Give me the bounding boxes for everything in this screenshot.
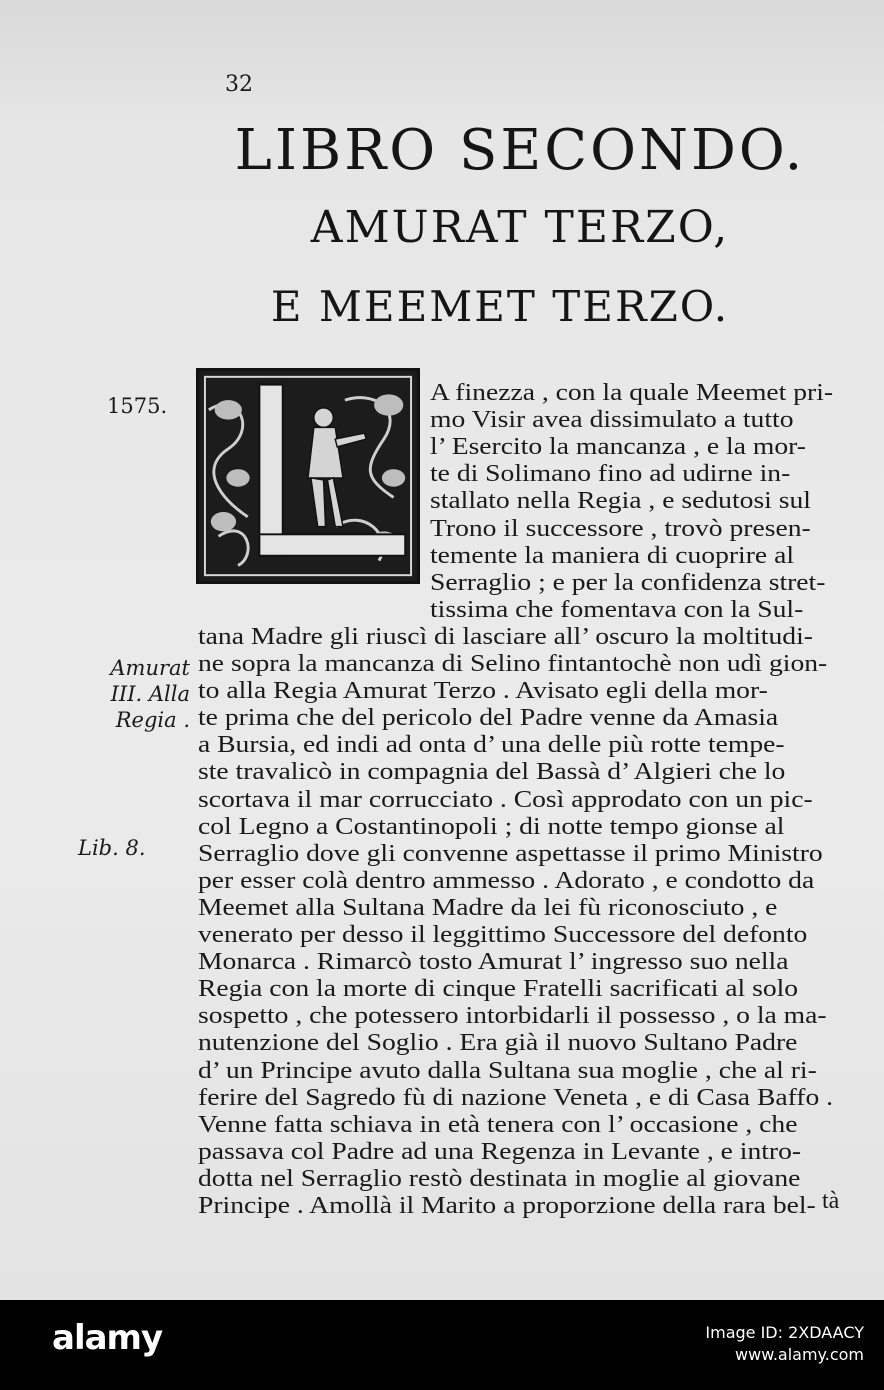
body-line: te prima che del pericolo del Padre venne da Amasia [198, 705, 779, 732]
title-amurat-terzo: AMURAT TERZO, [310, 202, 730, 253]
body-line: venerato per desso il leggittimo Successore del defonto [198, 922, 808, 948]
body-line: Meemet alla Sultana Madre da lei fù riconosciuto , e [198, 894, 778, 921]
body-line: tana Madre gli riuscì di lasciare all’ oscuro la moltitudi- [198, 623, 813, 650]
body-line: sospetto , che potessero intorbidarli il possesso , o la ma- [198, 1003, 827, 1030]
body-line: mo Visir avea dissimulato a tutto [430, 407, 794, 434]
body-line: l’ Esercito la mancanza , e la mor- [430, 434, 806, 461]
decorated-initial-l-woodcut [196, 368, 420, 584]
margin-note-line: Regia . [115, 708, 190, 732]
footer-image-info [705, 1322, 864, 1366]
margin-note-line: Amurat [110, 656, 190, 680]
body-line: ste travalicò in compagnia del Bassà d’ Algieri che lo [198, 759, 786, 786]
catchword: tà [822, 1188, 840, 1214]
body-line: to alla Regia Amurat Terzo . Avisato egli della mor- [198, 678, 768, 705]
body-line: dotta nel Serraglio restò destinata in moglie al giovane [198, 1165, 801, 1192]
body-line: Regia con la morte di cinque Fratelli sacrificati al solo [198, 976, 799, 1003]
image-id: Image ID: 2XDAACY [705, 1323, 864, 1342]
body-line: Monarca . Rimarcò tosto Amurat l’ ingresso suo nella [198, 949, 789, 976]
body-line: Serraglio ; e per la confidenza stret- [430, 569, 826, 596]
body-line: Principe . Amollà il Marito a proporzione della rara bel- [198, 1193, 816, 1219]
site-url: www.alamy.com [735, 1345, 864, 1364]
body-line: d’ un Principe avuto dalla Sultana sua moglie , che al ri- [198, 1057, 817, 1084]
body-line: nutenzione del Soglio . Era già il nuovo Sultano Padre [198, 1030, 798, 1057]
body-line: scortava il mar corrucciato . Così approdato con un pic- [198, 786, 813, 813]
body-line: tissima che fomentava con la Sul- [430, 596, 804, 623]
margin-year: 1575. [107, 394, 168, 418]
body-line: a Bursia, ed indi ad onta d’ una delle più rotte tempe- [198, 732, 785, 759]
margin-note-amurat [78, 655, 190, 733]
body-line: col Legno a Costantinopoli ; di notte tempo gionse al [198, 813, 785, 840]
body-line: Trono il successore , trovò presen- [430, 515, 811, 542]
body-line: stallato nella Regia , e sedutosi sul [430, 488, 811, 515]
body-line: per esser colà dentro ammesso . Adorato , e condotto da [198, 867, 815, 894]
body-line: Venne fatta schiava in età tenera con l’ occasione , che [198, 1111, 798, 1138]
title-libro-secondo: LIBRO SECONDO. [234, 118, 806, 183]
body-line: A finezza , con la quale Meemet pri- [430, 380, 834, 406]
body-line: te di Solimano fino ad udirne in- [430, 461, 791, 488]
body-line: ne sopra la mancanza di Selino fintantochè non udì gion- [198, 651, 828, 677]
body-line: Serraglio dove gli convenne aspettasse il primo Ministro [198, 840, 823, 867]
margin-note-lib: Lib. 8. [78, 836, 146, 860]
alamy-logo: alamy [52, 1318, 163, 1358]
page-number: 32 [225, 72, 253, 97]
margin-note-line: III. Alla [110, 682, 190, 706]
body-line: ferire del Sagredo fù di nazione Veneta , e di Casa Baffo . [198, 1084, 834, 1111]
title-meemet-terzo: E MEEMET TERZO. [270, 282, 730, 331]
body-line: temente la maniera di cuoprire al [430, 542, 794, 569]
body-line: passava col Padre ad una Regenza in Levante , e intro- [198, 1138, 802, 1165]
